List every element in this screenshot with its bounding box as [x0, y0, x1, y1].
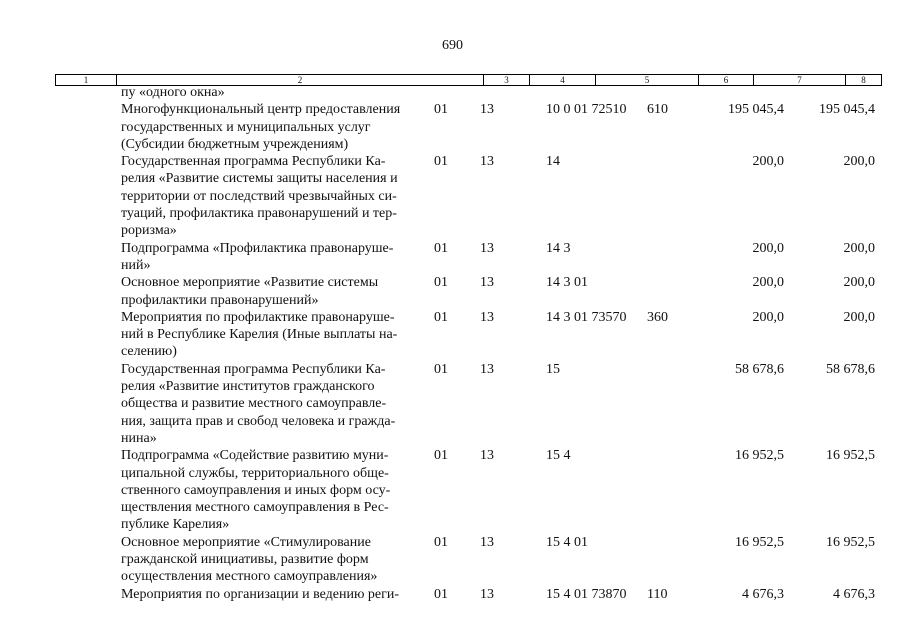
section-code: 01 — [434, 586, 448, 602]
description-line: роризма» — [121, 223, 177, 239]
subsection-code: 13 — [480, 154, 494, 170]
column-header-1: 1 — [83, 75, 89, 85]
table-row — [0, 153, 905, 239]
description-line: селению) — [121, 344, 177, 360]
subsection-code: 13 — [480, 102, 494, 118]
row-description — [121, 361, 425, 447]
amount-col-7: 58 678,6 — [735, 361, 784, 377]
description-line: Основное мероприятие «Стимулирование — [121, 534, 371, 550]
section-code: 01 — [434, 102, 448, 118]
target-article-code: 15 — [546, 361, 560, 377]
subsection-code: 13 — [480, 586, 494, 602]
table-row — [0, 534, 905, 586]
subsection-code: 13 — [480, 275, 494, 291]
column-header-3: 3 — [483, 75, 529, 85]
row-description — [121, 84, 425, 101]
description-line: (Субсидии бюджетным учреждениям) — [121, 136, 349, 152]
description-line: территории от последствий чрезвычайных си- — [121, 188, 397, 204]
target-article-code: 14 3 — [546, 240, 571, 256]
row-description — [121, 309, 425, 361]
row-description — [121, 586, 425, 603]
subsection-code: 13 — [480, 361, 494, 377]
description-line: Подпрограмма «Содействие развитию муни- — [121, 448, 389, 464]
table-row — [0, 447, 905, 533]
amount-col-7: 200,0 — [752, 154, 784, 170]
description-line: Подпрограмма «Профилактика правонаруше- — [121, 240, 394, 256]
description-line: ственного самоуправления и иных форм осу- — [121, 482, 391, 498]
row-description — [121, 447, 425, 533]
section-code: 01 — [434, 154, 448, 170]
target-article-code: 15 4 — [546, 448, 571, 464]
description-line: Государственная программа Республики Ка- — [121, 154, 386, 170]
description-line: нина» — [121, 430, 157, 446]
table-row — [0, 586, 905, 603]
row-description — [121, 240, 425, 275]
expense-type-code: 360 — [647, 309, 668, 325]
description-line: пу «одного окна» — [121, 85, 225, 100]
description-line: общества и развитие местного самоуправле- — [121, 396, 387, 412]
subsection-code: 13 — [480, 240, 494, 256]
amount-col-7: 16 952,5 — [735, 448, 784, 464]
column-header-2: 2 — [116, 75, 483, 85]
row-description — [121, 274, 425, 309]
section-code: 01 — [434, 240, 448, 256]
section-code: 01 — [434, 309, 448, 325]
description-line: ний» — [121, 257, 151, 273]
subsection-code: 13 — [480, 534, 494, 550]
description-line: ципальной службы, территориального обще- — [121, 465, 389, 481]
description-line: Мероприятия по профилактике правонаруше- — [121, 309, 395, 325]
description-line: осуществления местного самоуправления» — [121, 569, 378, 585]
column-header-5: 5 — [595, 75, 698, 85]
amount-col-8: 16 952,5 — [826, 534, 875, 550]
expense-type-code: 610 — [647, 102, 668, 118]
section-code: 01 — [434, 361, 448, 377]
table-body — [0, 84, 905, 603]
amount-col-8: 200,0 — [843, 154, 875, 170]
target-article-code: 10 0 01 72510 — [546, 102, 627, 118]
amount-col-8: 4 676,3 — [833, 586, 875, 602]
section-code: 01 — [434, 275, 448, 291]
description-line: релия «Развитие системы защиты населения и — [121, 171, 398, 187]
target-article-code: 14 3 01 — [546, 275, 588, 291]
row-description — [121, 534, 425, 586]
description-line: ществления местного самоуправления в Рес- — [121, 500, 389, 516]
subsection-code: 13 — [480, 309, 494, 325]
table-row — [0, 309, 905, 361]
amount-col-7: 16 952,5 — [735, 534, 784, 550]
description-line: государственных и муниципальных услуг — [121, 119, 371, 135]
target-article-code: 14 3 01 73570 — [546, 309, 627, 325]
description-line: гражданской инициативы, развитие форм — [121, 552, 369, 568]
description-line: ния, защита прав и свобод человека и гражда- — [121, 413, 396, 429]
table-row — [0, 361, 905, 447]
amount-col-8: 200,0 — [843, 309, 875, 325]
table-row — [0, 84, 905, 101]
column-header-4: 4 — [529, 75, 595, 85]
description-line: Государственная программа Республики Ка- — [121, 361, 386, 377]
amount-col-8: 58 678,6 — [826, 361, 875, 377]
amount-col-7: 200,0 — [752, 309, 784, 325]
description-line: профилактики правонарушений» — [121, 292, 319, 308]
amount-col-7: 200,0 — [752, 240, 784, 256]
amount-col-8: 195 045,4 — [819, 102, 875, 118]
description-line: Мероприятия по организации и ведению реги- — [121, 586, 400, 602]
row-description — [121, 153, 425, 239]
description-line: публике Карелия» — [121, 517, 230, 533]
table-row — [0, 274, 905, 309]
amount-col-7: 200,0 — [752, 275, 784, 291]
amount-col-8: 200,0 — [843, 240, 875, 256]
target-article-code: 14 — [546, 154, 560, 170]
description-line: Основное мероприятие «Развитие системы — [121, 275, 379, 291]
page-number: 690 — [442, 38, 463, 53]
description-line: ний в Республике Карелия (Иные выплаты на- — [121, 327, 398, 343]
section-code: 01 — [434, 448, 448, 464]
column-header-7: 7 — [753, 75, 845, 85]
expense-type-code: 110 — [647, 586, 668, 602]
table-row — [0, 240, 905, 275]
subsection-code: 13 — [480, 448, 494, 464]
description-line: туаций, профилактика правонарушений и тер- — [121, 206, 397, 222]
table-row — [0, 101, 905, 153]
row-description — [121, 101, 425, 153]
amount-col-8: 16 952,5 — [826, 448, 875, 464]
amount-col-7: 195 045,4 — [728, 102, 784, 118]
column-header-8: 8 — [845, 75, 881, 85]
amount-col-7: 4 676,3 — [742, 586, 784, 602]
column-header-6: 6 — [698, 75, 753, 85]
target-article-code: 15 4 01 — [546, 534, 588, 550]
target-article-code: 15 4 01 73870 — [546, 586, 627, 602]
description-line: релия «Развитие институтов гражданского — [121, 379, 375, 395]
section-code: 01 — [434, 534, 448, 550]
amount-col-8: 200,0 — [843, 275, 875, 291]
description-line: Многофункциональный центр предоставления — [121, 102, 401, 118]
